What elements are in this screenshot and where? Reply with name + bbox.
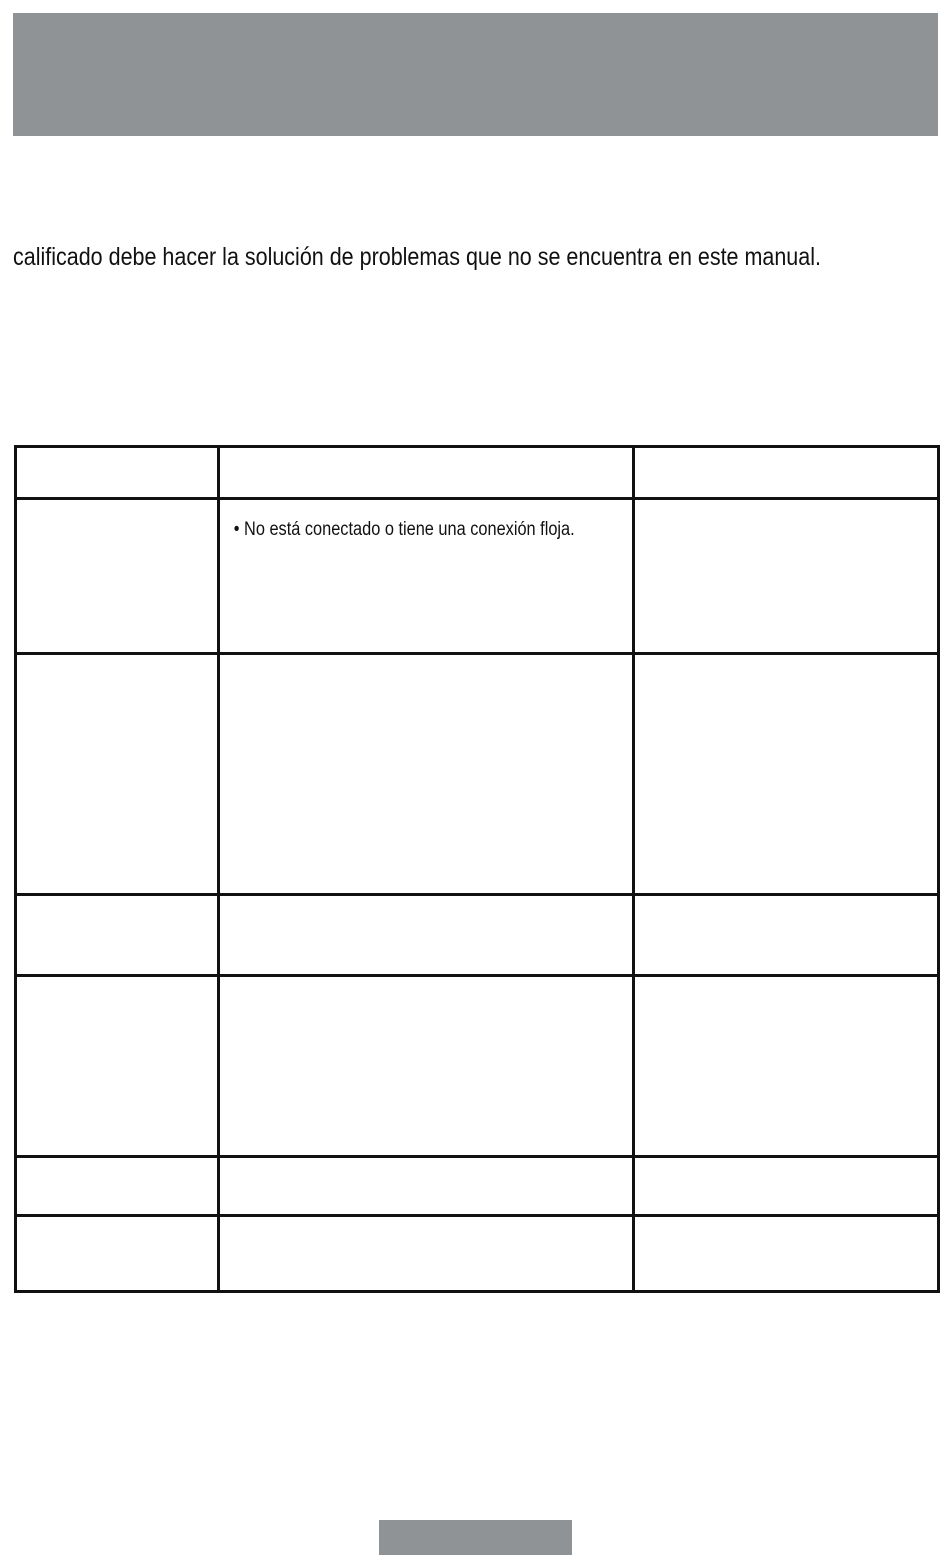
table-row: [16, 1157, 939, 1216]
cause-cell: [219, 1216, 634, 1292]
page-number-tab: [379, 1520, 572, 1555]
solution-cell: [634, 895, 939, 976]
problem-cell: [16, 976, 219, 1157]
cause-cell: [219, 895, 634, 976]
solution-cell: [634, 499, 939, 654]
solution-cell: [634, 976, 939, 1157]
problem-cell: [16, 895, 219, 976]
cause-cell: [219, 499, 634, 654]
solution-cell: [634, 1216, 939, 1292]
table-row: [16, 654, 939, 895]
problem-cell: [16, 654, 219, 895]
table-row: [16, 1216, 939, 1292]
header-cell-solution: [634, 447, 939, 499]
header-cell-problem: [16, 447, 219, 499]
cause-cell: [219, 1157, 634, 1216]
table-row: [16, 976, 939, 1157]
intro-paragraph: calificado debe hacer la solución de problemas que no se encuentra en este manual.: [13, 243, 821, 271]
cause-bullet: • No está conectado o tiene una conexión floja.: [233, 519, 575, 540]
header-band: [13, 13, 938, 136]
solution-cell: [634, 654, 939, 895]
table-header-row: [16, 447, 939, 499]
cause-cell: [219, 976, 634, 1157]
table-row: [16, 499, 939, 654]
problem-cell: [16, 1157, 219, 1216]
solution-cell: [634, 1157, 939, 1216]
problem-cell: [16, 499, 219, 654]
header-cell-cause: [219, 447, 634, 499]
cause-cell: [219, 654, 634, 895]
problem-cell: [16, 1216, 219, 1292]
troubleshooting-table: [14, 445, 940, 1293]
table-row: [16, 895, 939, 976]
